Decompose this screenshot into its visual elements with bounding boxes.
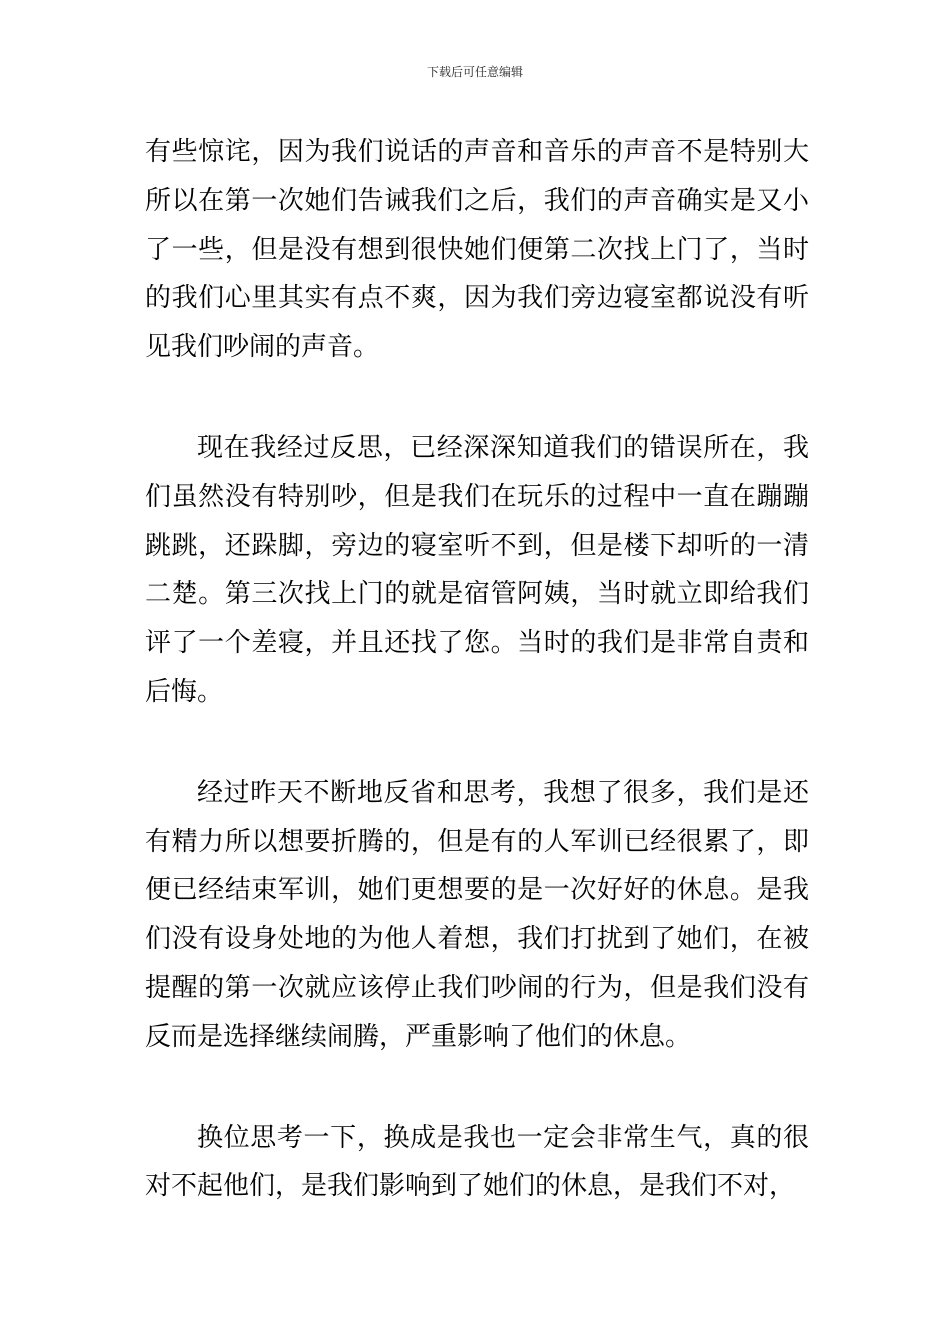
page-header: 下载后可任意编辑 (426, 65, 523, 79)
paragraph-3: 经过昨天不断地反省和思考，我想了很多，我们是还有精力所以想要折腾的，但是有的人军训已经很累了，即便已经结束军训，她们更想要的是一次好好的休息。是我们没有设身处地的为他人着想，我们打扰到了她们，在被提醒的第一次就应该停止我们吵闹的行为，但是我们没有反而是选择继续闹腾，严重影响了他们的休息。 (145, 777, 809, 1052)
paragraph-4: 换位思考一下，换成是我也一定会非常生气，真的很对不起他们，是我们影响到了她们的休息，是我们不对， (145, 1122, 809, 1202)
paragraph-1: 有些惊诧，因为我们说话的声音和音乐的声音不是特别大所以在第一次她们告诫我们之后，我们的声音确实是又小了一些，但是没有想到很快她们便第二次找上门了，当时的我们心里其实有点不爽，因为我们旁边寝室都说没有听见我们吵闹的声音。 (145, 137, 809, 363)
paragraph-2: 现在我经过反思，已经深深知道我们的错误所在，我们虽然没有特别吵，但是我们在玩乐的过程中一直在蹦蹦跳跳，还跺脚，旁边的寝室听不到，但是楼下却听的一清二楚。第三次找上门的就是宿管阿姨，当时就立即给我们评了一个差寝，并且还找了您。当时的我们是非常自责和后悔。 (145, 432, 809, 707)
document-body (145, 128, 809, 1211)
